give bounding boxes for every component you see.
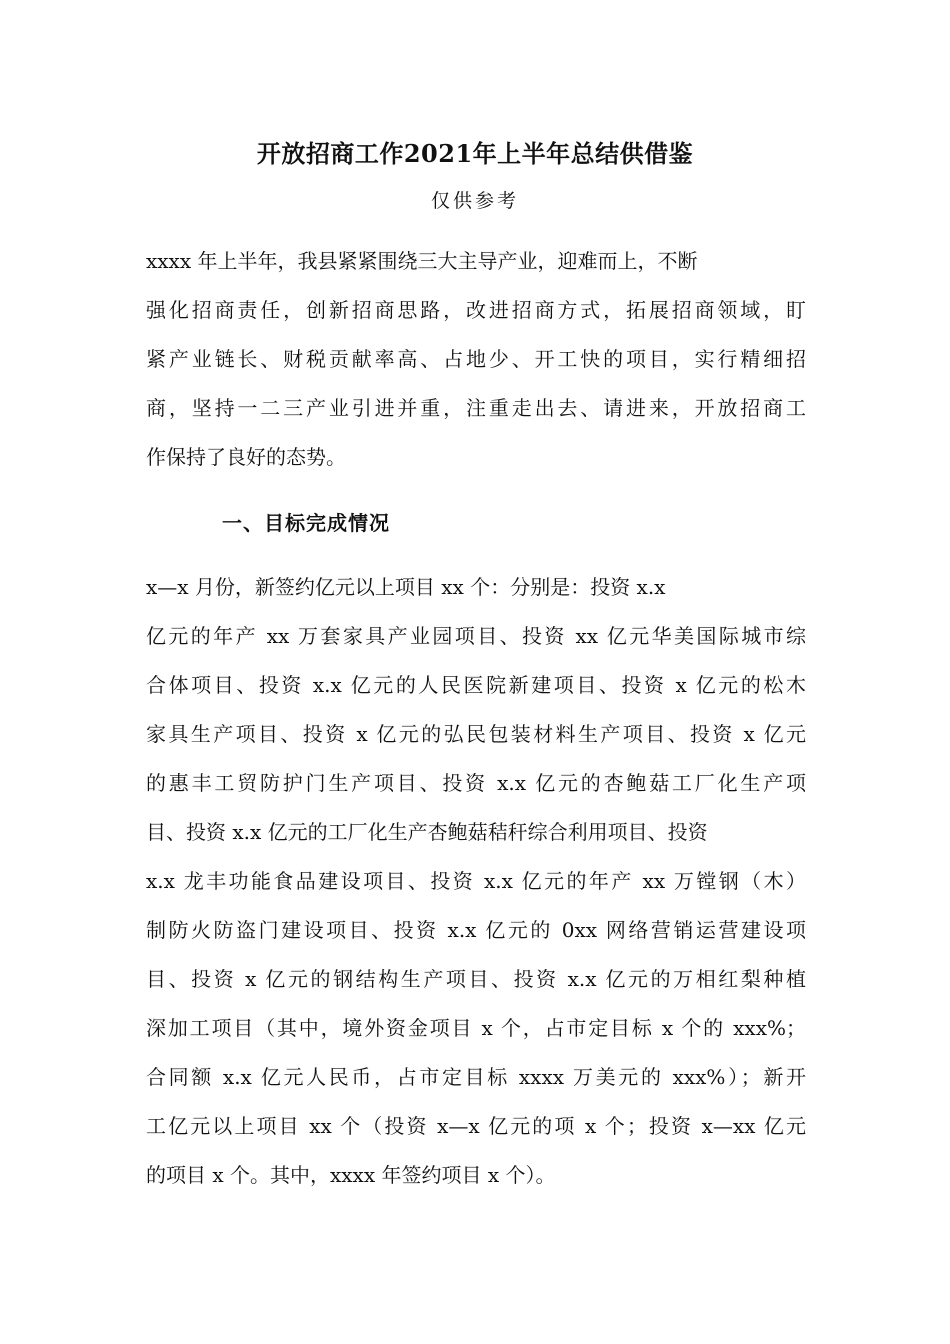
section-line-9: 目、投资 x 亿元的钢结构生产项目、投资 x.x 亿元的万相红梨种植 — [146, 967, 806, 991]
section-line-8: 制防火防盗门建设项目、投资 x.x 亿元的 0xx 网络营销运营建设项 — [146, 918, 806, 942]
section-line-2: 亿元的年产 xx 万套家具产业园项目、投资 xx 亿元华美国际城市综 — [146, 624, 806, 648]
section-line-5: 的惠丰工贸防护门生产项目、投资 x.x 亿元的杏鲍菇工厂化生产项 — [146, 771, 806, 795]
section-line-3: 合体项目、投资 x.x 亿元的人民医院新建项目、投资 x 亿元的松木 — [146, 673, 806, 697]
section-line-12: 工亿元以上项目 xx 个（投资 x—x 亿元的项 x 个；投资 x—xx 亿元 — [146, 1114, 806, 1138]
intro-line-5: 作保持了良好的态势。 — [146, 445, 346, 469]
section-line-10: 深加工项目（其中，境外资金项目 x 个，占市定目标 x 个的 xxx%； — [146, 1016, 806, 1040]
intro-line-1: xxxx 年上半年，我县紧紧围绕三大主导产业，迎难而上，不断 — [146, 249, 698, 273]
intro-line-4: 商，坚持一二三产业引进并重，注重走出去、请进来，开放招商工 — [146, 396, 806, 420]
document-subtitle: 仅供参考 — [430, 190, 519, 212]
document-title: 开放招商工作2021年上半年总结供借鉴 — [256, 139, 694, 168]
section-line-7: x.x 龙丰功能食品建设项目、投资 x.x 亿元的年产 xx 万镗钢（木） — [146, 869, 806, 893]
section-line-4: 家具生产项目、投资 x 亿元的弘民包装材料生产项目、投资 x 亿元 — [146, 722, 806, 746]
section-line-6: 目、投资 x.x 亿元的工厂化生产杏鲍菇秸秆综合利用项目、投资 — [146, 820, 708, 844]
section-line-1: x—x 月份，新签约亿元以上项目 xx 个：分别是：投资 x.x — [146, 575, 666, 599]
intro-line-3: 紧产业链长、财税贡献率高、占地少、开工快的项目，实行精细招 — [146, 347, 806, 371]
intro-line-2: 强化招商责任，创新招商思路，改进招商方式，拓展招商领域，盯 — [146, 298, 806, 322]
section-line-13: 的项目 x 个。其中，xxxx 年签约项目 x 个）。 — [146, 1163, 556, 1187]
section-line-11: 合同额 x.x 亿元人民币，占市定目标 xxxx 万美元的 xxx%）；新开 — [146, 1065, 806, 1089]
section-heading: 一、目标完成情况 — [222, 511, 390, 535]
